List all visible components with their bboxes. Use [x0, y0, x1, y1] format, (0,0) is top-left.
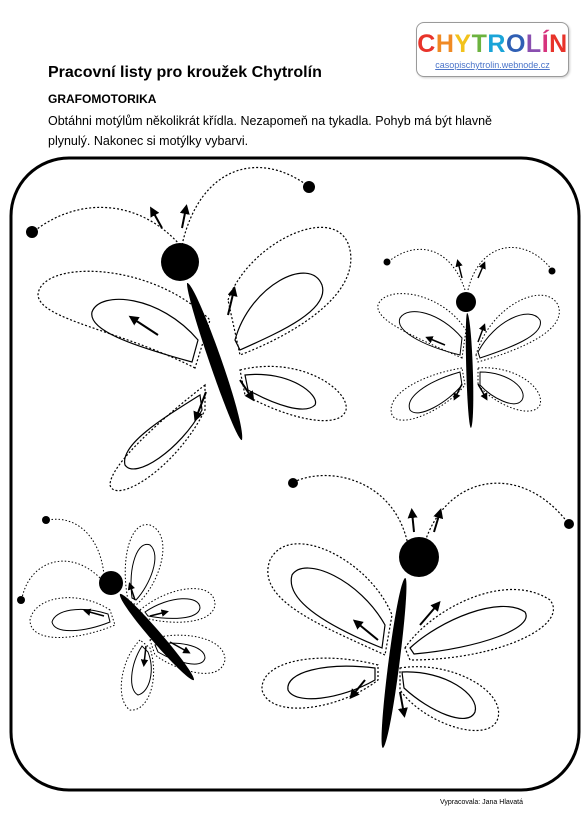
butterfly-body [120, 594, 194, 680]
logo-letter: Í [541, 30, 550, 58]
arrow-icon [132, 318, 158, 335]
butterfly-medium-bottom-left[interactable] [17, 516, 225, 710]
wing-inner-lower-right [480, 372, 523, 404]
logo-letter: C [417, 30, 436, 58]
wing-outer-lower-right [478, 368, 541, 411]
butterfly-head [99, 571, 123, 595]
antenna-tip-left [288, 478, 298, 488]
logo-letter: L [525, 30, 542, 58]
logo-letter: T [471, 30, 488, 58]
wing-outer-upper-right [476, 295, 559, 362]
logo-url[interactable]: casopischytrolin.webnode.cz [435, 60, 550, 70]
wing-outer-right [140, 589, 215, 623]
wing-outer-left [30, 598, 115, 638]
wing-outer-upper-right [125, 525, 163, 605]
arrow-icon [150, 612, 166, 616]
butterfly-large-bottom-right[interactable] [262, 476, 574, 748]
wing-outer-lower-right [400, 667, 499, 731]
wing-inner-left [52, 609, 110, 630]
arrow-icon [352, 680, 365, 696]
wing-inner-upper-left [291, 568, 385, 648]
butterfly-body [382, 578, 407, 748]
arrow-icon [478, 384, 486, 398]
butterfly-head [456, 292, 476, 312]
butterfly-body [466, 313, 474, 428]
wing-inner-lower-left [132, 646, 152, 695]
antenna-right [468, 247, 552, 290]
logo-letter: Y [454, 30, 472, 58]
wing-inner-upper-right [131, 544, 155, 600]
instruction-line-1: Obtáhni motýlům několikrát křídla. Nezapomeň na tykadla. Pohyb má být hlavně [48, 114, 492, 128]
antenna-tip-right [303, 181, 315, 193]
butterfly-head [399, 537, 439, 577]
section-subtitle: GRAFOMOTORIKA [48, 92, 157, 106]
wing-inner-upper-right [410, 606, 526, 654]
arrow-icon [428, 338, 445, 345]
antenna-left [388, 249, 465, 290]
wing-inner-lower-right [402, 672, 475, 719]
antenna-right [424, 483, 568, 545]
antenna-right [182, 168, 308, 245]
antenna-tip-left [17, 596, 25, 604]
antenna-tip-right [42, 516, 50, 524]
butterfly-large-top-left[interactable] [26, 168, 351, 491]
arrow-icon [182, 208, 186, 228]
butterfly-head [161, 243, 199, 281]
wing-inner-lower-left [125, 395, 202, 469]
instruction-line-2: plynulý. Nakonec si motýlky vybarvi. [48, 134, 249, 148]
antenna-right [48, 519, 104, 575]
arrow-icon [412, 512, 414, 532]
antenna-left [22, 561, 100, 598]
antenna-tip-right [564, 519, 574, 529]
arrow-icon [434, 512, 440, 532]
wing-outer-upper-right [228, 227, 351, 355]
worksheet-frame [11, 158, 579, 790]
antenna-left [294, 476, 408, 545]
wing-inner-upper-right [235, 273, 323, 350]
author-credit: Vypracovala: Jana Hlavatá [440, 799, 524, 806]
wing-inner-upper-left [92, 299, 198, 362]
butterfly-small-top-right[interactable] [378, 247, 560, 428]
arrow-icon [458, 262, 462, 278]
arrow-icon [152, 210, 162, 228]
wing-outer-upper-left [268, 544, 392, 655]
wing-outer-lower-left [262, 658, 378, 708]
wing-inner-lower-left [409, 372, 462, 413]
arrow-icon [478, 326, 484, 342]
wing-outer-upper-right [405, 589, 553, 660]
antenna-left [33, 207, 180, 245]
arrow-icon [420, 604, 438, 625]
arrow-icon [356, 622, 378, 640]
wing-inner-lower-right [245, 374, 316, 409]
logo-letter: O [505, 30, 526, 58]
logo-letter: N [549, 30, 568, 58]
antenna-tip-right [549, 268, 556, 275]
page-title: Pracovní listy pro kroužek Chytrolín [48, 64, 322, 81]
logo-letter: R [487, 30, 506, 58]
wing-outer-upper-left [38, 271, 210, 368]
logo-letter: H [435, 30, 455, 58]
wing-outer-upper-left [378, 294, 466, 358]
butterfly-body [187, 283, 242, 440]
wing-outer-lower-left [121, 640, 153, 710]
arrow-icon [478, 264, 484, 278]
antenna-tip-left [26, 226, 38, 238]
wing-inner-upper-right [478, 314, 540, 358]
wing-inner-upper-left [399, 312, 462, 355]
antenna-tip-left [384, 259, 391, 266]
